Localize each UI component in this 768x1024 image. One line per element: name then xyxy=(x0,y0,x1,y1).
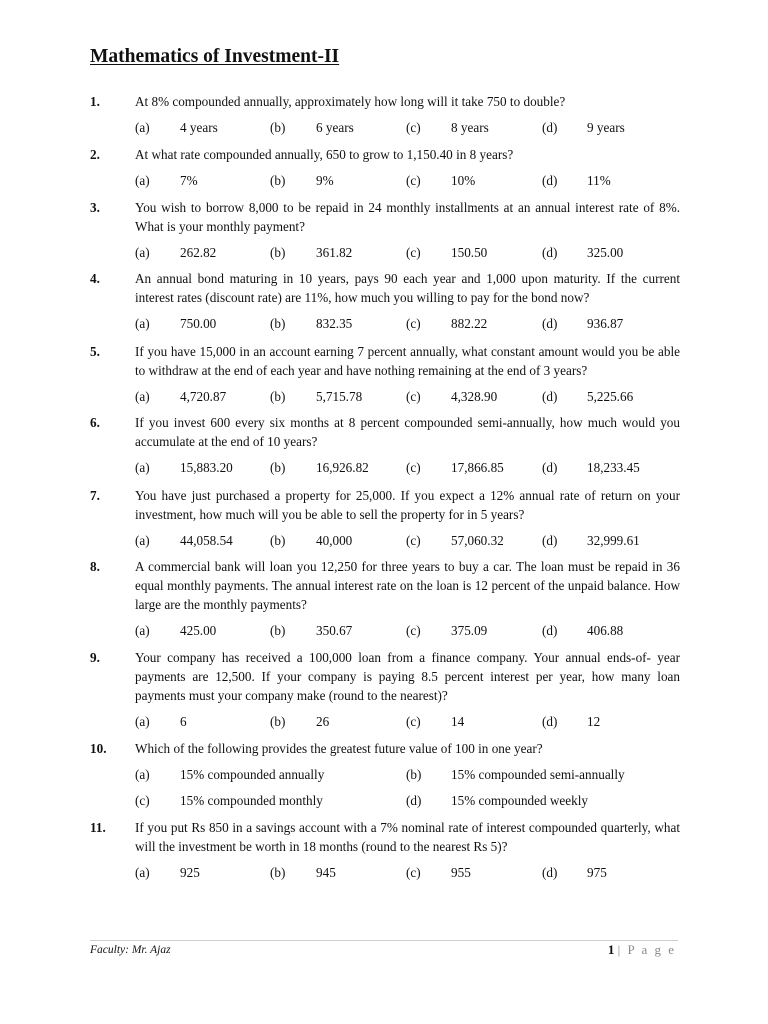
option-value: 18,233.45 xyxy=(587,460,640,475)
option-value: 15,883.20 xyxy=(180,460,233,475)
option-label: (d) xyxy=(542,120,558,135)
option-value: 325.00 xyxy=(587,245,624,260)
option-value: 375.09 xyxy=(451,623,488,638)
option-label: (a) xyxy=(135,767,150,782)
option-label: (b) xyxy=(270,714,286,729)
option-label: (b) xyxy=(270,245,286,260)
option-label: (d) xyxy=(542,173,558,188)
question-number: 4. xyxy=(90,271,100,286)
option-value: 262.82 xyxy=(180,245,217,260)
option-value: 955 xyxy=(451,865,471,880)
option-value: 15% compounded monthly xyxy=(180,793,323,808)
option-value: 150.50 xyxy=(451,245,488,260)
question-number: 8. xyxy=(90,559,100,574)
question-number: 10. xyxy=(90,741,107,756)
option-label: (d) xyxy=(406,793,422,808)
option-label: (a) xyxy=(135,865,150,880)
question-10 xyxy=(90,739,680,810)
option-label: (d) xyxy=(542,460,558,475)
option-label: (c) xyxy=(406,714,421,729)
question-text: If you put Rs 850 in a savings account with a 7% nominal rate of interest compounded quarterly, what will the investment be worth in 18 months (round to the nearest Rs 5)? xyxy=(135,820,680,854)
question-2 xyxy=(90,145,680,190)
option-value: 17,866.85 xyxy=(451,460,504,475)
option-label: (a) xyxy=(135,173,150,188)
option-label: (c) xyxy=(406,173,421,188)
option-label: (a) xyxy=(135,623,150,638)
option-value: 4 years xyxy=(180,120,218,135)
question-text: If you invest 600 every six months at 8 percent compounded semi-annually, how much would you accumulate at the end of 10 years? xyxy=(135,415,680,449)
options-row xyxy=(90,118,680,137)
question-number: 5. xyxy=(90,344,100,359)
option-value: 15% compounded semi-annually xyxy=(451,767,625,782)
options-row xyxy=(90,712,680,731)
option-label: (b) xyxy=(406,767,422,782)
option-label: (d) xyxy=(542,533,558,548)
option-label: (b) xyxy=(270,120,286,135)
question-text: You wish to borrow 8,000 to be repaid in 24 monthly installments at an annual interest rate of 8%. What is your monthly payment? xyxy=(135,200,680,234)
option-value: 32,999.61 xyxy=(587,533,640,548)
question-text: A commercial bank will loan you 12,250 for three years to buy a car. The loan must be repaid in 36 equal monthly payments. The annual interest rate on the loan is 12 percent of the unpaid balance. How large are the monthly payments? xyxy=(135,559,680,612)
option-label: (b) xyxy=(270,316,286,331)
option-value: 57,060.32 xyxy=(451,533,504,548)
options-row xyxy=(90,863,680,882)
option-label: (b) xyxy=(270,173,286,188)
question-7 xyxy=(90,486,680,550)
option-label: (a) xyxy=(135,460,150,475)
option-label: (b) xyxy=(270,623,286,638)
option-label: (a) xyxy=(135,533,150,548)
question-4 xyxy=(90,269,680,333)
option-value: 361.82 xyxy=(316,245,353,260)
question-11 xyxy=(90,818,680,882)
question-text: An annual bond maturing in 10 years, pays 90 each year and 1,000 upon maturity. If the current interest rates (discount rate) are 11%, how much you willing to pay for the bond now? xyxy=(135,271,680,305)
option-value: 832.35 xyxy=(316,316,353,331)
option-label: (d) xyxy=(542,623,558,638)
option-label: (b) xyxy=(270,533,286,548)
options-row xyxy=(90,171,680,190)
option-value: 15% compounded weekly xyxy=(451,793,588,808)
question-6 xyxy=(90,413,680,477)
option-label: (a) xyxy=(135,120,150,135)
question-number: 9. xyxy=(90,650,100,665)
option-value: 5,715.78 xyxy=(316,389,363,404)
question-number: 3. xyxy=(90,200,100,215)
question-1 xyxy=(90,92,680,137)
question-text: At 8% compounded annually, approximately how long will it take 750 to double? xyxy=(135,94,566,109)
question-text: If you have 15,000 in an account earning 7 percent annually, what constant amount would you be able to withdraw at the end of each year and have nothing remaining at the end of 3 years? xyxy=(135,344,680,378)
option-value: 882.22 xyxy=(451,316,488,331)
option-value: 936.87 xyxy=(587,316,624,331)
page-title: Mathematics of Investment-II xyxy=(90,46,340,67)
option-value: 26 xyxy=(316,714,330,729)
options-row xyxy=(90,243,680,262)
options-row xyxy=(90,531,680,550)
option-label: (a) xyxy=(135,245,150,260)
option-value: 7% xyxy=(180,173,198,188)
question-8 xyxy=(90,557,680,640)
page-number: 1 xyxy=(607,942,615,957)
option-label: (c) xyxy=(406,865,421,880)
option-label: (c) xyxy=(406,533,421,548)
option-label: (a) xyxy=(135,714,150,729)
option-value: 10% xyxy=(451,173,476,188)
option-label: (d) xyxy=(542,865,558,880)
option-label: (d) xyxy=(542,245,558,260)
option-value: 4,720.87 xyxy=(180,389,227,404)
option-label: (c) xyxy=(406,120,421,135)
option-value: 975 xyxy=(587,865,607,880)
footer-divider xyxy=(90,940,678,941)
option-label: (c) xyxy=(406,245,421,260)
option-label: (b) xyxy=(270,389,286,404)
option-label: (a) xyxy=(135,389,150,404)
option-label: (b) xyxy=(270,460,286,475)
option-label: (c) xyxy=(135,793,150,808)
option-label: (d) xyxy=(542,389,558,404)
question-number: 2. xyxy=(90,147,100,162)
option-value: 6 xyxy=(180,714,187,729)
question-text: Your company has received a 100,000 loan from a finance company. Your annual ends-of- year payments are 12,500. If your company is paying 8.5 percent interest per year, how many loan payments must your company make (round to the nearest)? xyxy=(135,650,680,703)
option-value: 945 xyxy=(316,865,336,880)
option-label: (c) xyxy=(406,389,421,404)
question-number: 11. xyxy=(90,820,106,835)
option-label: (d) xyxy=(542,714,558,729)
footer-faculty: Faculty: Mr. Ajaz xyxy=(90,944,171,956)
option-value: 6 years xyxy=(316,120,354,135)
option-value: 15% compounded annually xyxy=(180,767,325,782)
option-value: 12 xyxy=(587,714,601,729)
question-5 xyxy=(90,342,680,406)
question-text: At what rate compounded annually, 650 to grow to 1,150.40 in 8 years? xyxy=(135,147,514,162)
options-row xyxy=(90,621,680,640)
question-number: 1. xyxy=(90,94,100,109)
footer-page xyxy=(608,942,676,958)
question-9 xyxy=(90,648,680,731)
options-row xyxy=(90,314,680,333)
options-row xyxy=(90,387,680,406)
option-value: 5,225.66 xyxy=(587,389,634,404)
page-label: | P a g e xyxy=(617,942,676,957)
option-value: 925 xyxy=(180,865,200,880)
option-value: 4,328.90 xyxy=(451,389,498,404)
option-value: 350.67 xyxy=(316,623,353,638)
option-label: (c) xyxy=(406,623,421,638)
option-value: 44,058.54 xyxy=(180,533,233,548)
option-value: 9 years xyxy=(587,120,625,135)
question-3 xyxy=(90,198,680,262)
option-value: 406.88 xyxy=(587,623,624,638)
option-value: 8 years xyxy=(451,120,489,135)
option-label: (b) xyxy=(270,865,286,880)
option-value: 16,926.82 xyxy=(316,460,369,475)
options-row xyxy=(90,791,680,810)
option-value: 11% xyxy=(587,173,611,188)
option-value: 425.00 xyxy=(180,623,217,638)
option-label: (c) xyxy=(406,316,421,331)
question-text: Which of the following provides the greatest future value of 100 in one year? xyxy=(135,741,543,756)
question-number: 7. xyxy=(90,488,100,503)
option-label: (c) xyxy=(406,460,421,475)
option-value: 750.00 xyxy=(180,316,217,331)
options-row xyxy=(90,458,680,477)
option-value: 14 xyxy=(451,714,465,729)
option-value: 40,000 xyxy=(316,533,353,548)
option-label: (d) xyxy=(542,316,558,331)
options-row xyxy=(90,765,680,784)
option-label: (a) xyxy=(135,316,150,331)
question-number: 6. xyxy=(90,415,100,430)
option-value: 9% xyxy=(316,173,334,188)
question-text: You have just purchased a property for 25,000. If you expect a 12% annual rate of return on your investment, how much will you be able to sell the property for in 5 years? xyxy=(135,488,680,522)
